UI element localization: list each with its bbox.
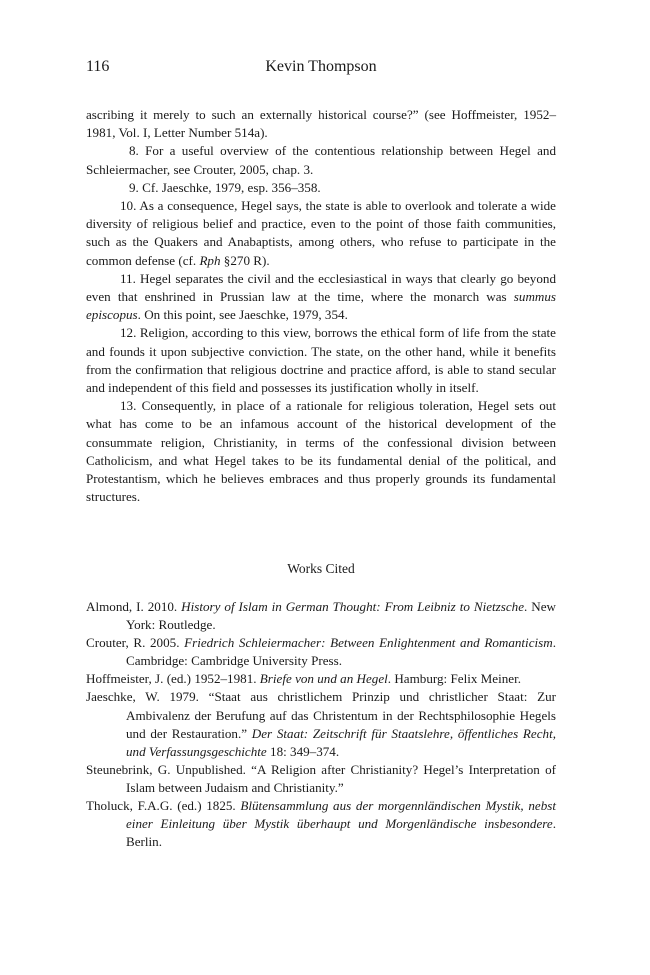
- note-10: [86, 197, 556, 270]
- text-run: Crouter, R. 2005.: [86, 635, 185, 651]
- text-run: 18: 349–374.: [266, 743, 340, 759]
- text-run: 11. Hegel separates the civil and the ecclesiastical in ways that clearly go beyond even that enshrined in Prussian law at the time, where the monarch was: [86, 270, 556, 305]
- note-11: [86, 270, 556, 325]
- text-run: 13. Consequently, in place of a rationale for religious toleration, Hegel sets out what has come to be an infamous account of the historical development of the consummate religion, Christianity, in terms of the confessional division between Catholicism, and what Hegel takes to be its fundamental denial of the political, and Protestantism, which he believes embraces and thus properly grounds its fundamental structures.: [86, 398, 556, 505]
- page-number: 116: [86, 58, 110, 75]
- italic-text: Blütensammlung aus der morgennländischen Mystik, nebst einer Einleitung über Mystik überhaupt und Morgenländische insbesondere: [126, 798, 556, 832]
- text-run: §270 R).: [220, 252, 270, 268]
- italic-text: Rph: [199, 252, 221, 268]
- text-run: 12. Religion, according to this view, borrows the ethical form of life from the state and founds it upon subjective conviction. The state, on the other hand, while it benefits from the confirmation that religious doctrine and practice afford, is able to stand secular and independent of this field and possesses its justification wholly in itself.: [86, 325, 556, 396]
- note-12: [86, 324, 556, 397]
- text-run: Jaeschke, W. 1979. “Staat aus christlichem Prinzip und christlicher Staat: Zur Ambivalenz der Berufung auf das Christentum in der Rechtsphilosophie Hegels und der Restauration.”: [86, 689, 556, 741]
- text-run: . On this point, see Jaeschke, 1979, 354.: [137, 307, 348, 323]
- text-run: Hoffmeister, J. (ed.) 1952–1981.: [86, 671, 260, 687]
- italic-text: Der Staat: Zeitschrift für Staatslehre, öffentliches Recht, und Verfassungsgeschichte: [126, 725, 556, 759]
- citation-entry: [86, 634, 556, 670]
- italic-text: Briefe von und an Hegel: [259, 671, 388, 687]
- text-run: Steunebrink, G. Unpublished. “A Religion after Christianity? Hegel’s Interpretation of Islam between Judaism and Christianity.”: [86, 761, 556, 795]
- italic-text: Friedrich Schleiermacher: Between Enlightenment and Romanticism: [184, 635, 553, 651]
- running-head: [86, 58, 556, 80]
- text-run: Almond, I. 2010.: [86, 599, 182, 614]
- text-run: 10. As a consequence, Hegel says, the state is able to overlook and tolerate a wide diversity of religious belief and practice, even to the point of those faith communities, such as the Quakers and Anabaptists, among others, who refuse to participate in the common defense (cf.: [86, 198, 556, 268]
- text-run: 9. Cf. Jaeschke, 1979, esp. 356–358.: [129, 179, 321, 195]
- text-run: Tholuck, F.A.G. (ed.) 1825.: [86, 798, 241, 814]
- text-run: . New York: Routledge.: [126, 599, 556, 633]
- running-head-author: Kevin Thompson: [265, 58, 377, 75]
- note-8: [86, 142, 556, 178]
- text-run: ascribing it merely to such an externally historical course?” (see Hoffmeister, 1952–1981, Vol. I, Letter Number 514a).: [86, 107, 556, 141]
- note-13: [86, 397, 556, 506]
- endnotes: [86, 106, 556, 506]
- citation-entry: [86, 598, 556, 634]
- citation-entry: [86, 797, 556, 851]
- text-run: 8. For a useful overview of the contentious relationship between Hegel and Schleiermacher, see Crouter, 2005, chap. 3.: [86, 143, 556, 177]
- note-9: [86, 179, 556, 197]
- text-run: . Hamburg: Felix Meiner.: [387, 671, 522, 687]
- text-run: . Berlin.: [126, 816, 556, 850]
- citation-entry: [86, 688, 556, 760]
- italic-text: summus episcopus: [86, 289, 556, 323]
- works-cited-list: [86, 598, 556, 851]
- text-run: . Cambridge: Cambridge University Press.: [126, 635, 556, 669]
- italic-text: History of Islam in German Thought: From Leibniz to Nietzsche: [181, 599, 525, 614]
- works-cited-heading: Works Cited: [287, 561, 355, 576]
- citation-entry: [86, 761, 556, 797]
- citation-entry: [86, 670, 556, 688]
- note-continuation: [86, 106, 556, 142]
